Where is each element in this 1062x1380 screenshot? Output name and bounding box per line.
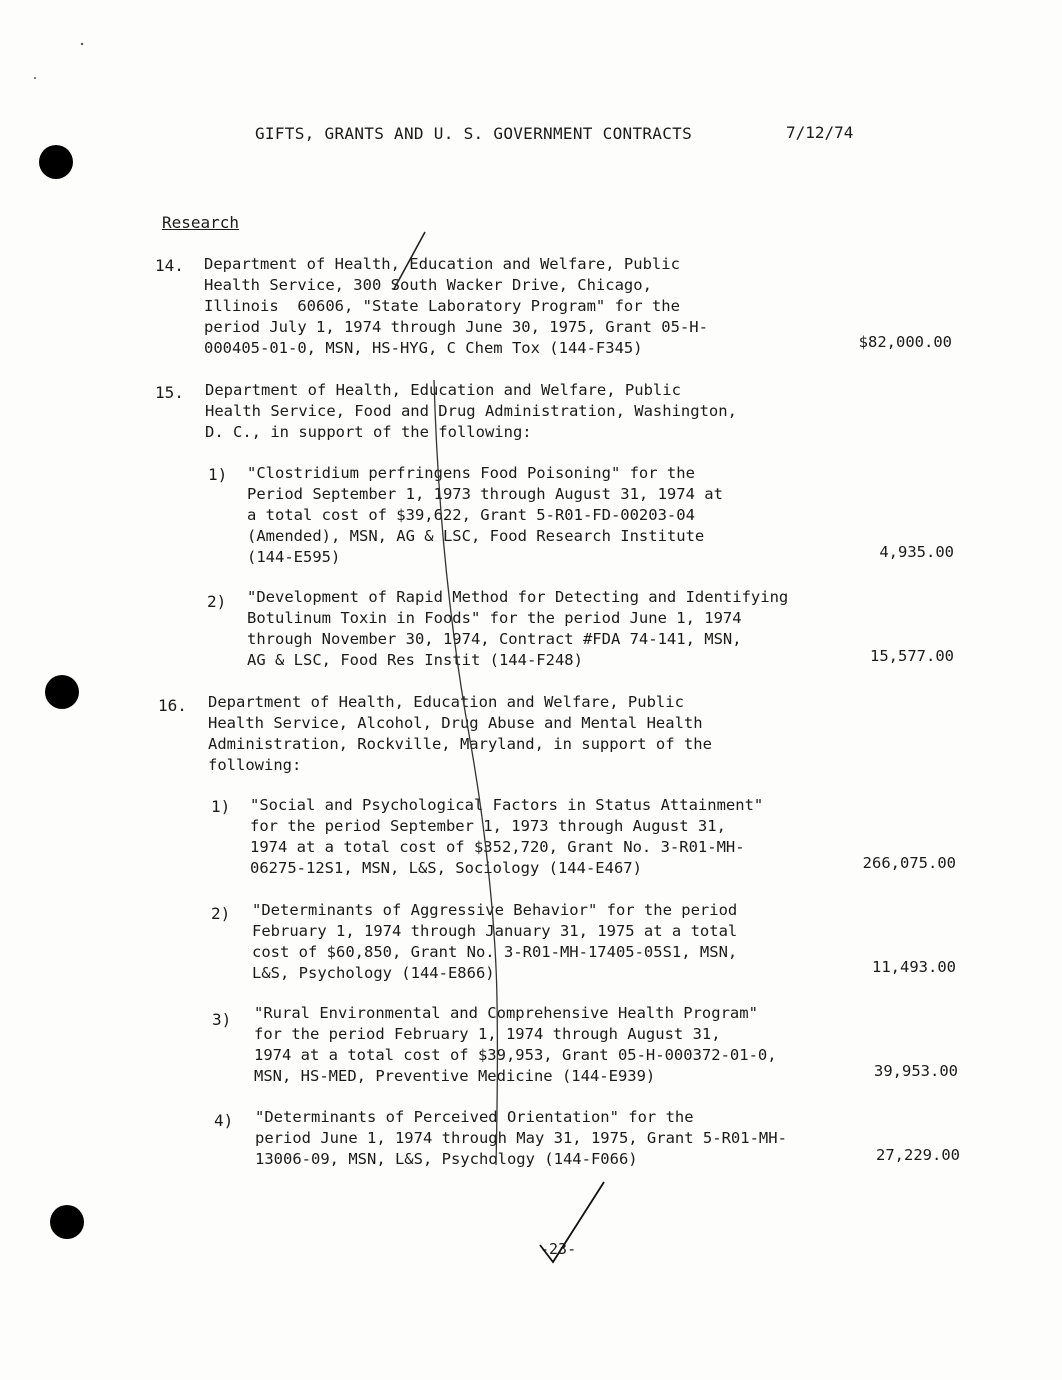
subitem-text-line: through November 30, 1974, Contract #FDA 74-141, MSN,	[247, 630, 742, 648]
subitem-number: 1)	[211, 797, 231, 816]
subitem-amount: 27,229.00	[876, 1146, 960, 1164]
subitem-text-line: "Clostridium perfringens Food Poisoning" for the	[247, 464, 695, 482]
section-title: Research	[162, 213, 240, 232]
subitem-amount: 4,935.00	[879, 543, 954, 561]
subitem-text-line: a total cost of $39,622, Grant 5-R01-FD-00203-04	[247, 506, 695, 524]
subitem-number: 2)	[211, 904, 231, 923]
subitem-number: 1)	[208, 465, 228, 484]
subitem-text-line: L&S, Psychology (144-E866)	[252, 964, 495, 982]
subitem-amount: 39,953.00	[874, 1062, 958, 1080]
subitem-text-line: period June 1, 1974 through May 31, 1975, Grant 5-R01-MH-	[255, 1129, 787, 1147]
item-text-line: Health Service, Alcohol, Drug Abuse and Mental Health	[208, 714, 703, 732]
subitem-amount: 11,493.00	[872, 958, 956, 976]
subitem-text-line: "Development of Rapid Method for Detecting and Identifying	[247, 588, 789, 606]
item-text-line: D. C., in support of the following:	[205, 423, 532, 441]
item-text-line: Department of Health, Education and Welfare, Public	[204, 255, 680, 273]
speck	[34, 77, 36, 79]
subitem-text-line: "Social and Psychological Factors in Status Attainment"	[250, 796, 764, 814]
subitem-text-line: "Determinants of Aggressive Behavior" for the period	[252, 901, 738, 919]
subitem-text-line: 13006-09, MSN, L&S, Psychology (144-F066)	[255, 1150, 638, 1168]
item-text-line: Administration, Rockville, Maryland, in support of the	[208, 735, 712, 753]
item-amount: $82,000.00	[858, 333, 952, 351]
subitem-text-line: for the period February 1, 1974 through August 31,	[254, 1025, 721, 1043]
page-number: -23-	[540, 1240, 577, 1258]
subitem-text-line: Period September 1, 1973 through August 31, 1974 at	[247, 485, 723, 503]
check-mark	[540, 1182, 604, 1262]
subitem-amount: 15,577.00	[870, 647, 954, 665]
subitem-text-line: 1974 at a total cost of $39,953, Grant 05-H-000372-01-0,	[254, 1046, 777, 1064]
subitem-amount: 266,075.00	[862, 854, 956, 872]
subitem-text-line: (Amended), MSN, AG & LSC, Food Research Institute	[247, 527, 705, 545]
subitem-text-line: 1974 at a total cost of $352,720, Grant No. 3-R01-MH-	[250, 838, 745, 856]
item-text-line: Department of Health, Education and Welfare, Public	[208, 693, 684, 711]
item-number: 14.	[155, 256, 184, 275]
item-number: 16.	[158, 696, 187, 715]
subitem-text-line: 06275-12S1, MSN, L&S, Sociology (144-E467)	[250, 859, 642, 877]
subitem-text-line: for the period September 1, 1973 through August 31,	[250, 817, 726, 835]
subitem-text-line: cost of $60,850, Grant No. 3-R01-MH-17405-05S1, MSN,	[252, 943, 738, 961]
subitem-text-line: (144-E595)	[247, 548, 341, 566]
page-title: GIFTS, GRANTS AND U. S. GOVERNMENT CONTRACTS	[255, 124, 693, 143]
document-date: 7/12/74	[786, 123, 854, 142]
item-text-line: Health Service, 300 South Wacker Drive, Chicago,	[204, 276, 652, 294]
check-slash-mark	[394, 232, 425, 289]
item-number: 15.	[155, 383, 184, 402]
item-text-line: Illinois 60606, "State Laboratory Program" for the	[204, 297, 680, 315]
item-text-line: Health Service, Food and Drug Administration, Washington,	[205, 402, 737, 420]
item-text-line: following:	[208, 756, 302, 774]
subitem-text-line: MSN, HS-MED, Preventive Medicine (144-E939)	[254, 1067, 656, 1085]
subitem-number: 2)	[207, 592, 227, 611]
subitem-text-line: "Determinants of Perceived Orientation" for the	[255, 1108, 694, 1126]
subitem-text-line: AG & LSC, Food Res Instit (144-F248)	[247, 651, 583, 669]
item-text-line: 000405-01-0, MSN, HS-HYG, C Chem Tox (144-F345)	[204, 339, 643, 357]
subitem-text-line: February 1, 1974 through January 31, 1975 at a total	[252, 922, 738, 940]
item-text-line: Department of Health, Education and Welfare, Public	[205, 381, 681, 399]
subitem-number: 4)	[214, 1111, 234, 1130]
item-text-line: period July 1, 1974 through June 30, 1975, Grant 05-H-	[204, 318, 708, 336]
vertical-pen-line	[434, 380, 497, 1165]
subitem-text-line: "Rural Environmental and Comprehensive Health Program"	[254, 1004, 758, 1022]
subitem-number: 3)	[212, 1010, 232, 1029]
subitem-text-line: Botulinum Toxin in Foods" for the period June 1, 1974	[247, 609, 742, 627]
speck	[81, 43, 83, 45]
